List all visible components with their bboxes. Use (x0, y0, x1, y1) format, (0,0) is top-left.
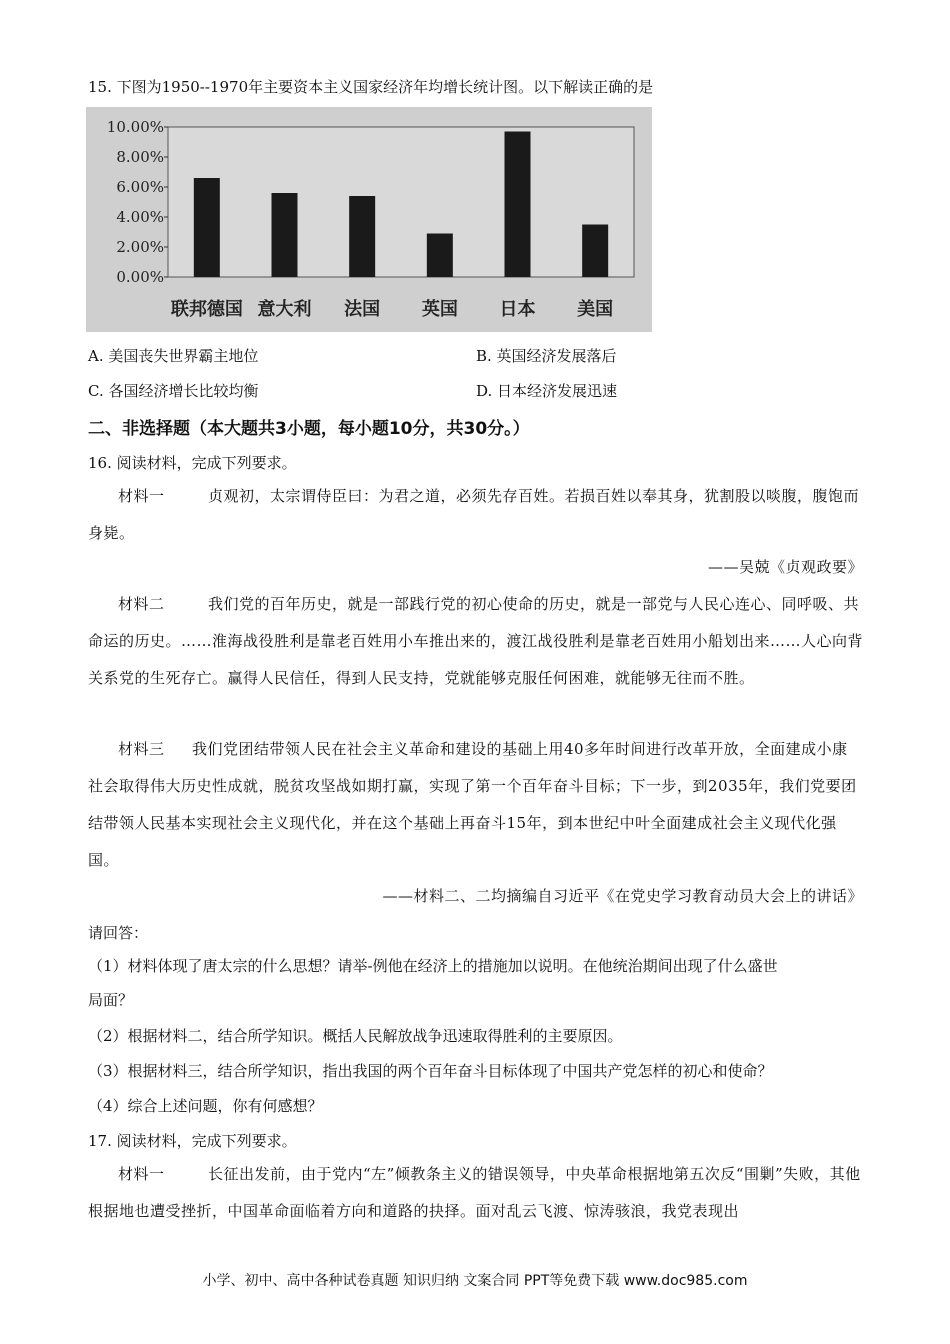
y-tick-label: 6.00% (116, 178, 164, 196)
q16-material-2 (88, 586, 863, 697)
bar-1 (272, 193, 298, 277)
q16-material-2-3-source: ——材料二、二均摘编自习近平《在党史学习教育动员大会上的讲话》 (382, 887, 863, 905)
x-category-label: 日本 (499, 299, 536, 320)
question-15-stem: 15. 下图为1950--1970年主要资本主义国家经济年均增长统计图。以下解读正确的是 (88, 78, 654, 96)
y-tick-label: 4.00% (116, 208, 164, 226)
bar-4 (505, 132, 531, 278)
q16-material-3 (88, 731, 863, 879)
sub-question-1-cont: 局面？ (88, 991, 134, 1009)
footer-text: 小学、初中、高中各种试卷真题 知识归纳 文案合同 PPT等免费下载 www.doc985.com (202, 1273, 748, 1289)
sub-question-4: （4）综合上述问题，你有何感想？ (88, 1097, 323, 1115)
material-text: 我们党的百年历史，就是一部践行党的初心使命的历史，就是一部党与人民心连心、同呼吸、共命运的历史。……淮海战役胜利是靠老百姓用小车推出来的，渡江战役胜利是靠老百姓用小船划出来……人心向背关系党的生死存亡。赢得人民信任，得到人民支持，党就能够克服任何困难，就能够无往而不胜。 (88, 595, 864, 687)
bar-2 (349, 196, 375, 277)
section-2-title: 二、非选择题（本大题共3小题，每小题10分，共30分。） (88, 419, 530, 439)
q16-material-1 (88, 478, 863, 552)
x-category-label: 美国 (577, 299, 614, 320)
x-category-label: 法国 (344, 299, 381, 320)
bar-0 (194, 178, 220, 277)
q17-material-1 (88, 1156, 863, 1230)
sub-question-1: （1）材料体现了唐太宗的什么思想？请举-例他在经济上的措施加以说明。在他统治期间出现了什么盛世 (88, 957, 778, 975)
material-label: 材料三 (118, 740, 165, 758)
x-category-label: 英国 (421, 299, 458, 320)
growth-bar-chart (86, 107, 652, 332)
question-16-stem: 16. 阅读材料，完成下列要求。 (88, 454, 297, 472)
chart-svg (86, 107, 652, 332)
sub-question-2: （2）根据材料二，结合所学知识。概括人民解放战争迅速取得胜利的主要原因。 (88, 1027, 623, 1045)
material-label: 材料二 (118, 595, 165, 613)
material-label: 材料一 (118, 487, 165, 505)
question-17-stem: 17. 阅读材料，完成下列要求。 (88, 1132, 297, 1150)
option-d: D. 日本经济发展迅速 (476, 382, 618, 400)
bar-5 (582, 225, 608, 278)
y-tick-label: 0.00% (116, 268, 164, 286)
y-tick-label: 10.00% (106, 118, 164, 136)
sub-question-3: （3）根据材料三，结合所学知识，指出我国的两个百年奋斗目标体现了中国共产党怎样的初心和使命？ (88, 1062, 773, 1080)
material-text: 我们党团结带领人民在社会主义革命和建设的基础上用40多年时间进行改革开放，全面建成小康社会取得伟大历史性成就，脱贫攻坚战如期打赢，实现了第一个百年奋斗目标；下一步，到2035年，我们党要团结带领人民基本实现社会主义现代化，并在这个基础上再奋斗15年，到本世纪中叶全面建成社会主义现代化强国。 (88, 740, 857, 869)
material-text: 长征出发前，由于党内“左”倾教条主义的错误领导，中央革命根据地第五次反“围剿”失败，其他根据地也遭受挫折，中国革命面临着方向和道路的抉择。面对乱云飞渡、惊涛骇浪，我党表现出 (88, 1165, 861, 1220)
ask-label: 请回答： (88, 924, 149, 942)
x-category-label: 意大利 (257, 299, 312, 320)
option-c: C. 各国经济增长比较均衡 (88, 382, 259, 400)
material-text: 贞观初，太宗谓侍臣曰：为君之道，必须先存百姓。若损百姓以奉其身，犹割股以啖腹，腹饱而身毙。 (88, 487, 860, 542)
plot-area (168, 127, 634, 277)
x-category-label: 联邦德国 (170, 299, 243, 320)
option-b: B. 英国经济发展落后 (476, 347, 617, 365)
q16-material-1-source: ——吴兢《贞观政要》 (707, 558, 863, 576)
y-tick-label: 2.00% (116, 238, 164, 256)
option-a: A. 美国丧失世界霸主地位 (88, 347, 259, 365)
bar-3 (427, 234, 453, 278)
material-label: 材料一 (118, 1165, 165, 1183)
y-tick-label: 8.00% (116, 148, 164, 166)
